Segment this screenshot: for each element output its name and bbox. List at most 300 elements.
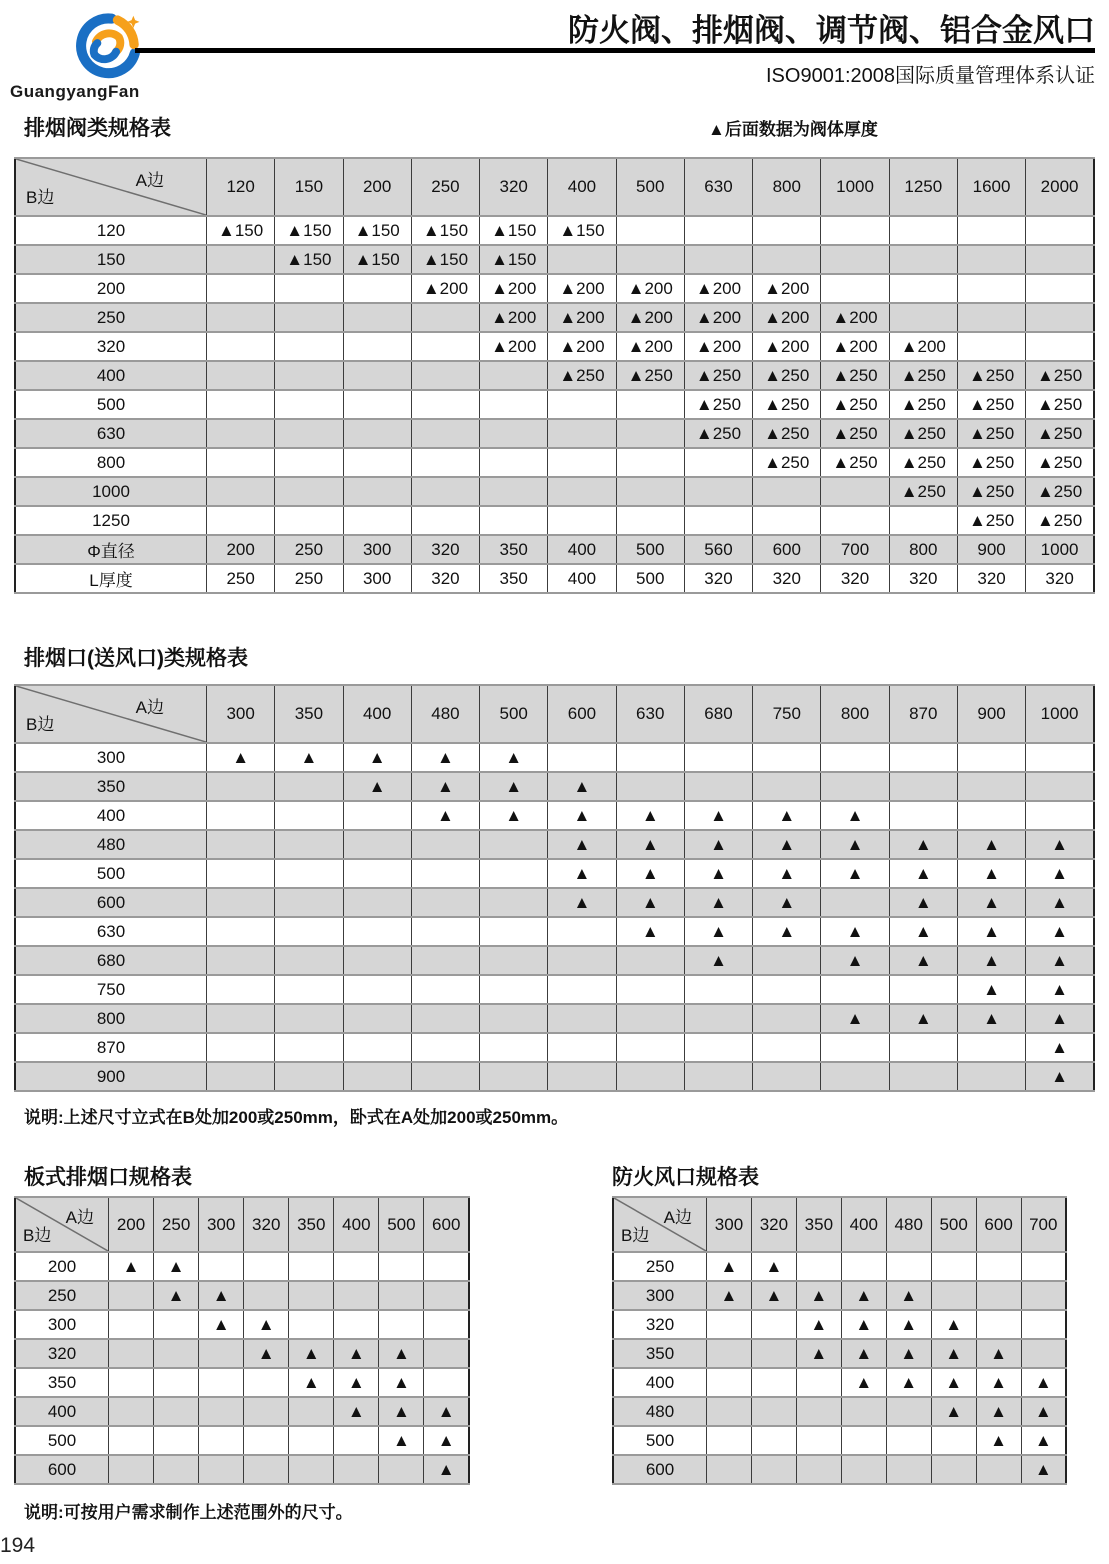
spec-cell: ▲ [821, 859, 889, 888]
title-underline [135, 48, 1095, 53]
spec-cell: ▲ [424, 1455, 469, 1484]
empty-cell [548, 917, 616, 946]
col-header: 2000 [1026, 158, 1094, 216]
empty-cell [957, 216, 1025, 245]
col-header: 700 [1021, 1197, 1066, 1252]
spec-cell: ▲250 [548, 361, 616, 390]
empty-cell [411, 1033, 479, 1062]
empty-cell [411, 859, 479, 888]
empty-cell [796, 1397, 841, 1426]
empty-cell [821, 506, 889, 535]
row-header: 1000 [15, 477, 207, 506]
col-header: 250 [154, 1197, 199, 1252]
corner-cell [15, 685, 207, 743]
empty-cell [841, 1252, 886, 1281]
spec-cell: ▲150 [411, 216, 479, 245]
spec-cell: ▲ [684, 917, 752, 946]
empty-cell [480, 859, 548, 888]
empty-cell [821, 216, 889, 245]
empty-cell [886, 1455, 931, 1484]
spec-cell: ▲250 [1026, 506, 1094, 535]
empty-cell [207, 477, 275, 506]
empty-cell [821, 1062, 889, 1091]
empty-cell [684, 245, 752, 274]
col-header: 250 [411, 158, 479, 216]
empty-cell [207, 830, 275, 859]
spec-cell: ▲ [976, 1426, 1021, 1455]
col-header: 350 [796, 1197, 841, 1252]
spec-cell: ▲200 [548, 303, 616, 332]
empty-cell [684, 1062, 752, 1091]
empty-cell [684, 1033, 752, 1062]
col-header: 800 [821, 685, 889, 743]
empty-cell [275, 888, 343, 917]
empty-cell [334, 1426, 379, 1455]
spec-cell: ▲ [753, 859, 821, 888]
empty-cell [548, 245, 616, 274]
empty-cell [289, 1397, 334, 1426]
empty-cell [199, 1426, 244, 1455]
empty-cell [334, 1252, 379, 1281]
empty-cell [548, 743, 616, 772]
corner-cell [613, 1197, 707, 1252]
custom-size-note: 说明:可按用户需求制作上述范围外的尺寸。 [24, 1503, 353, 1522]
row-header: 320 [15, 332, 207, 361]
header-row [15, 1197, 469, 1252]
spec-cell: ▲ [411, 772, 479, 801]
spec-cell: ▲ [616, 917, 684, 946]
empty-cell [548, 1033, 616, 1062]
col-header: 600 [976, 1197, 1021, 1252]
empty-cell [343, 946, 411, 975]
spec-cell: ▲ [931, 1397, 976, 1426]
col-header: 480 [411, 685, 479, 743]
empty-cell [841, 1426, 886, 1455]
empty-cell [207, 274, 275, 303]
spec-cell: ▲ [684, 801, 752, 830]
col-header: 600 [548, 685, 616, 743]
spec-cell: ▲ [707, 1252, 752, 1281]
table-row [15, 1252, 469, 1281]
empty-cell [244, 1281, 289, 1310]
empty-cell [343, 419, 411, 448]
table-row [15, 390, 1094, 419]
empty-cell [1026, 245, 1094, 274]
empty-cell [343, 1033, 411, 1062]
table-row [613, 1368, 1066, 1397]
empty-cell [207, 946, 275, 975]
empty-cell [207, 772, 275, 801]
empty-cell [616, 448, 684, 477]
header-row [15, 158, 1094, 216]
col-header: 150 [275, 158, 343, 216]
row-header: Φ直径 [15, 535, 207, 564]
table-row [15, 216, 1094, 245]
empty-cell [548, 477, 616, 506]
empty-cell [207, 390, 275, 419]
company-logo-icon [50, 10, 162, 82]
spec-cell: ▲250 [957, 448, 1025, 477]
spec-cell: ▲ [796, 1339, 841, 1368]
empty-cell [753, 975, 821, 1004]
empty-cell [411, 303, 479, 332]
empty-cell [411, 448, 479, 477]
spec-cell: ▲ [886, 1339, 931, 1368]
empty-cell [753, 772, 821, 801]
empty-cell [480, 477, 548, 506]
empty-cell [411, 975, 479, 1004]
spec-cell: ▲ [957, 946, 1025, 975]
empty-cell [275, 975, 343, 1004]
empty-cell [275, 274, 343, 303]
spec-cell: ▲ [753, 801, 821, 830]
empty-cell [751, 1426, 796, 1455]
row-header: 600 [15, 888, 207, 917]
empty-cell [480, 1062, 548, 1091]
empty-cell [424, 1252, 469, 1281]
row-header: 750 [15, 975, 207, 1004]
row-header: 350 [15, 1368, 109, 1397]
spec-cell: ▲150 [275, 245, 343, 274]
col-header: 300 [199, 1197, 244, 1252]
empty-cell [480, 1033, 548, 1062]
row-header: 200 [15, 1252, 109, 1281]
row-header: 500 [15, 1426, 109, 1455]
row-header: 120 [15, 216, 207, 245]
spec-cell: 560 [684, 535, 752, 564]
col-header: 900 [957, 685, 1025, 743]
spec-cell: ▲200 [480, 303, 548, 332]
empty-cell [343, 888, 411, 917]
col-header: 1250 [889, 158, 957, 216]
empty-cell [889, 506, 957, 535]
spec-cell: 320 [684, 564, 752, 593]
spec-cell: ▲ [199, 1281, 244, 1310]
valve-table-title: 排烟阀类规格表 [24, 117, 171, 140]
spec-cell: ▲ [1026, 1033, 1094, 1062]
spec-cell: ▲ [334, 1339, 379, 1368]
empty-cell [289, 1455, 334, 1484]
col-header: 350 [289, 1197, 334, 1252]
empty-cell [548, 448, 616, 477]
empty-cell [616, 772, 684, 801]
table-row [15, 917, 1094, 946]
spec-cell: ▲ [207, 743, 275, 772]
empty-cell [275, 1062, 343, 1091]
spec-cell: 350 [480, 564, 548, 593]
outlet-table-title: 排烟口(送风口)类规格表 [24, 647, 248, 670]
spec-cell: ▲ [275, 743, 343, 772]
spec-cell: ▲ [957, 975, 1025, 1004]
spec-cell: ▲250 [753, 448, 821, 477]
spec-cell: ▲ [1026, 859, 1094, 888]
spec-cell: 250 [207, 564, 275, 593]
empty-cell [480, 946, 548, 975]
spec-cell: ▲ [343, 772, 411, 801]
a-side-label: A边 [135, 171, 164, 190]
table-row [15, 448, 1094, 477]
empty-cell [548, 1004, 616, 1033]
spec-cell: 320 [411, 535, 479, 564]
row-header: 400 [15, 1397, 109, 1426]
spec-cell: ▲ [1021, 1397, 1066, 1426]
empty-cell [957, 303, 1025, 332]
row-header: 870 [15, 1033, 207, 1062]
spec-cell: ▲ [957, 1004, 1025, 1033]
spec-cell: ▲ [684, 888, 752, 917]
table-row [15, 975, 1094, 1004]
col-header: 1000 [1026, 685, 1094, 743]
empty-cell [207, 917, 275, 946]
empty-cell [480, 506, 548, 535]
empty-cell [548, 946, 616, 975]
col-header: 500 [931, 1197, 976, 1252]
b-side-label: B边 [26, 715, 55, 734]
empty-cell [244, 1455, 289, 1484]
spec-cell: ▲250 [889, 419, 957, 448]
empty-cell [109, 1310, 154, 1339]
spec-cell: ▲200 [821, 303, 889, 332]
table-row [15, 859, 1094, 888]
empty-cell [751, 1397, 796, 1426]
empty-cell [207, 1062, 275, 1091]
empty-cell [976, 1310, 1021, 1339]
empty-cell [889, 216, 957, 245]
empty-cell [207, 975, 275, 1004]
table-row [15, 1310, 469, 1339]
empty-cell [957, 1033, 1025, 1062]
empty-cell [751, 1368, 796, 1397]
col-header: 320 [751, 1197, 796, 1252]
empty-cell [379, 1252, 424, 1281]
col-header: 500 [616, 158, 684, 216]
col-header: 630 [616, 685, 684, 743]
row-header: 680 [15, 946, 207, 975]
col-header: 350 [275, 685, 343, 743]
empty-cell [411, 390, 479, 419]
empty-cell [753, 477, 821, 506]
spec-cell: ▲ [821, 1004, 889, 1033]
table-row [15, 801, 1094, 830]
spec-cell: ▲ [548, 830, 616, 859]
empty-cell [707, 1339, 752, 1368]
spec-cell: ▲ [1021, 1455, 1066, 1484]
table-row [15, 274, 1094, 303]
empty-cell [199, 1252, 244, 1281]
spec-cell: ▲ [289, 1368, 334, 1397]
col-header: 500 [379, 1197, 424, 1252]
row-header: 320 [15, 1339, 109, 1368]
empty-cell [957, 1062, 1025, 1091]
empty-cell [275, 361, 343, 390]
spec-cell: ▲ [548, 772, 616, 801]
empty-cell [821, 743, 889, 772]
spec-cell: ▲ [886, 1310, 931, 1339]
a-side-label: A边 [65, 1208, 94, 1227]
empty-cell [275, 419, 343, 448]
empty-cell [343, 448, 411, 477]
empty-cell [275, 303, 343, 332]
spec-cell: ▲ [753, 830, 821, 859]
empty-cell [275, 830, 343, 859]
table-row [15, 303, 1094, 332]
row-header: 1250 [15, 506, 207, 535]
empty-cell [154, 1339, 199, 1368]
empty-cell [424, 1368, 469, 1397]
spec-cell: ▲200 [753, 303, 821, 332]
col-header: 120 [207, 158, 275, 216]
spec-cell: ▲ [334, 1397, 379, 1426]
a-side-label: A边 [135, 698, 164, 717]
spec-cell: ▲ [480, 801, 548, 830]
empty-cell [616, 1033, 684, 1062]
empty-cell [889, 303, 957, 332]
spec-cell: ▲ [821, 917, 889, 946]
empty-cell [889, 245, 957, 274]
spec-cell: ▲200 [889, 332, 957, 361]
empty-cell [343, 917, 411, 946]
empty-cell [1026, 303, 1094, 332]
empty-cell [548, 390, 616, 419]
empty-cell [207, 506, 275, 535]
spec-cell: 400 [548, 535, 616, 564]
spec-cell: ▲250 [957, 477, 1025, 506]
spec-cell: 500 [616, 535, 684, 564]
table-row [613, 1339, 1066, 1368]
empty-cell [199, 1368, 244, 1397]
spec-cell: ▲ [841, 1310, 886, 1339]
empty-cell [957, 743, 1025, 772]
table-row [613, 1252, 1066, 1281]
spec-cell: ▲ [109, 1252, 154, 1281]
col-header: 200 [109, 1197, 154, 1252]
empty-cell [821, 772, 889, 801]
empty-cell [207, 303, 275, 332]
fire-spec-table [612, 1196, 1067, 1485]
empty-cell [199, 1455, 244, 1484]
empty-cell [244, 1252, 289, 1281]
empty-cell [707, 1368, 752, 1397]
col-header: 1000 [821, 158, 889, 216]
row-header: 480 [613, 1397, 707, 1426]
row-header: 400 [15, 361, 207, 390]
row-header: 300 [15, 743, 207, 772]
empty-cell [1021, 1310, 1066, 1339]
spec-cell: ▲ [1021, 1426, 1066, 1455]
plate-table-title: 板式排烟口规格表 [24, 1166, 192, 1189]
spec-cell: ▲ [616, 801, 684, 830]
spec-cell: 200 [207, 535, 275, 564]
col-header: 870 [889, 685, 957, 743]
spec-cell: 320 [889, 564, 957, 593]
iso-certification: ISO9001:2008国际质量管理体系认证 [766, 65, 1095, 87]
spec-cell: ▲250 [889, 448, 957, 477]
table-row [15, 1281, 469, 1310]
empty-cell [244, 1397, 289, 1426]
empty-cell [957, 801, 1025, 830]
spec-cell: 900 [957, 535, 1025, 564]
spec-cell: ▲ [841, 1339, 886, 1368]
empty-cell [976, 1252, 1021, 1281]
row-header: 320 [613, 1310, 707, 1339]
spec-cell: ▲200 [616, 274, 684, 303]
empty-cell [411, 361, 479, 390]
empty-cell [889, 801, 957, 830]
empty-cell [753, 1033, 821, 1062]
table-row [15, 1368, 469, 1397]
row-header: 800 [15, 448, 207, 477]
spec-cell: 400 [548, 564, 616, 593]
table-row [15, 830, 1094, 859]
spec-cell: ▲250 [753, 419, 821, 448]
spec-cell: 600 [753, 535, 821, 564]
empty-cell [379, 1455, 424, 1484]
fire-table-title: 防火风口规格表 [612, 1166, 759, 1189]
b-side-label: B边 [23, 1226, 52, 1245]
spec-cell: ▲ [379, 1426, 424, 1455]
spec-cell: ▲250 [957, 419, 1025, 448]
empty-cell [889, 743, 957, 772]
table-row [15, 245, 1094, 274]
empty-cell [707, 1426, 752, 1455]
table-row [15, 535, 1094, 564]
empty-cell [931, 1281, 976, 1310]
empty-cell [841, 1455, 886, 1484]
empty-cell [957, 274, 1025, 303]
empty-cell [548, 419, 616, 448]
empty-cell [424, 1281, 469, 1310]
empty-cell [616, 946, 684, 975]
spec-cell: ▲ [889, 830, 957, 859]
empty-cell [707, 1397, 752, 1426]
empty-cell [343, 1062, 411, 1091]
spec-cell: ▲ [244, 1310, 289, 1339]
row-header: 250 [15, 303, 207, 332]
empty-cell [1026, 743, 1094, 772]
table-row [613, 1426, 1066, 1455]
empty-cell [411, 1062, 479, 1091]
empty-cell [548, 1062, 616, 1091]
table-row [15, 361, 1094, 390]
spec-cell: 500 [616, 564, 684, 593]
empty-cell [480, 888, 548, 917]
empty-cell [889, 772, 957, 801]
spec-cell: 700 [821, 535, 889, 564]
row-header: 300 [15, 1310, 109, 1339]
empty-cell [821, 1033, 889, 1062]
spec-cell: ▲200 [480, 274, 548, 303]
spec-cell: ▲250 [821, 448, 889, 477]
table-row [15, 1339, 469, 1368]
empty-cell [753, 946, 821, 975]
spec-cell: ▲ [424, 1397, 469, 1426]
empty-cell [289, 1252, 334, 1281]
empty-cell [411, 419, 479, 448]
spec-cell: 250 [275, 564, 343, 593]
spec-cell: ▲200 [684, 332, 752, 361]
spec-cell: ▲200 [616, 303, 684, 332]
spec-cell: ▲200 [821, 332, 889, 361]
empty-cell [931, 1455, 976, 1484]
empty-cell [616, 1004, 684, 1033]
empty-cell [841, 1397, 886, 1426]
spec-cell: ▲ [1021, 1368, 1066, 1397]
empty-cell [753, 1062, 821, 1091]
spec-cell: 1000 [1026, 535, 1094, 564]
spec-cell: ▲250 [1026, 477, 1094, 506]
empty-cell [334, 1281, 379, 1310]
spec-cell: ▲ [1026, 1062, 1094, 1091]
